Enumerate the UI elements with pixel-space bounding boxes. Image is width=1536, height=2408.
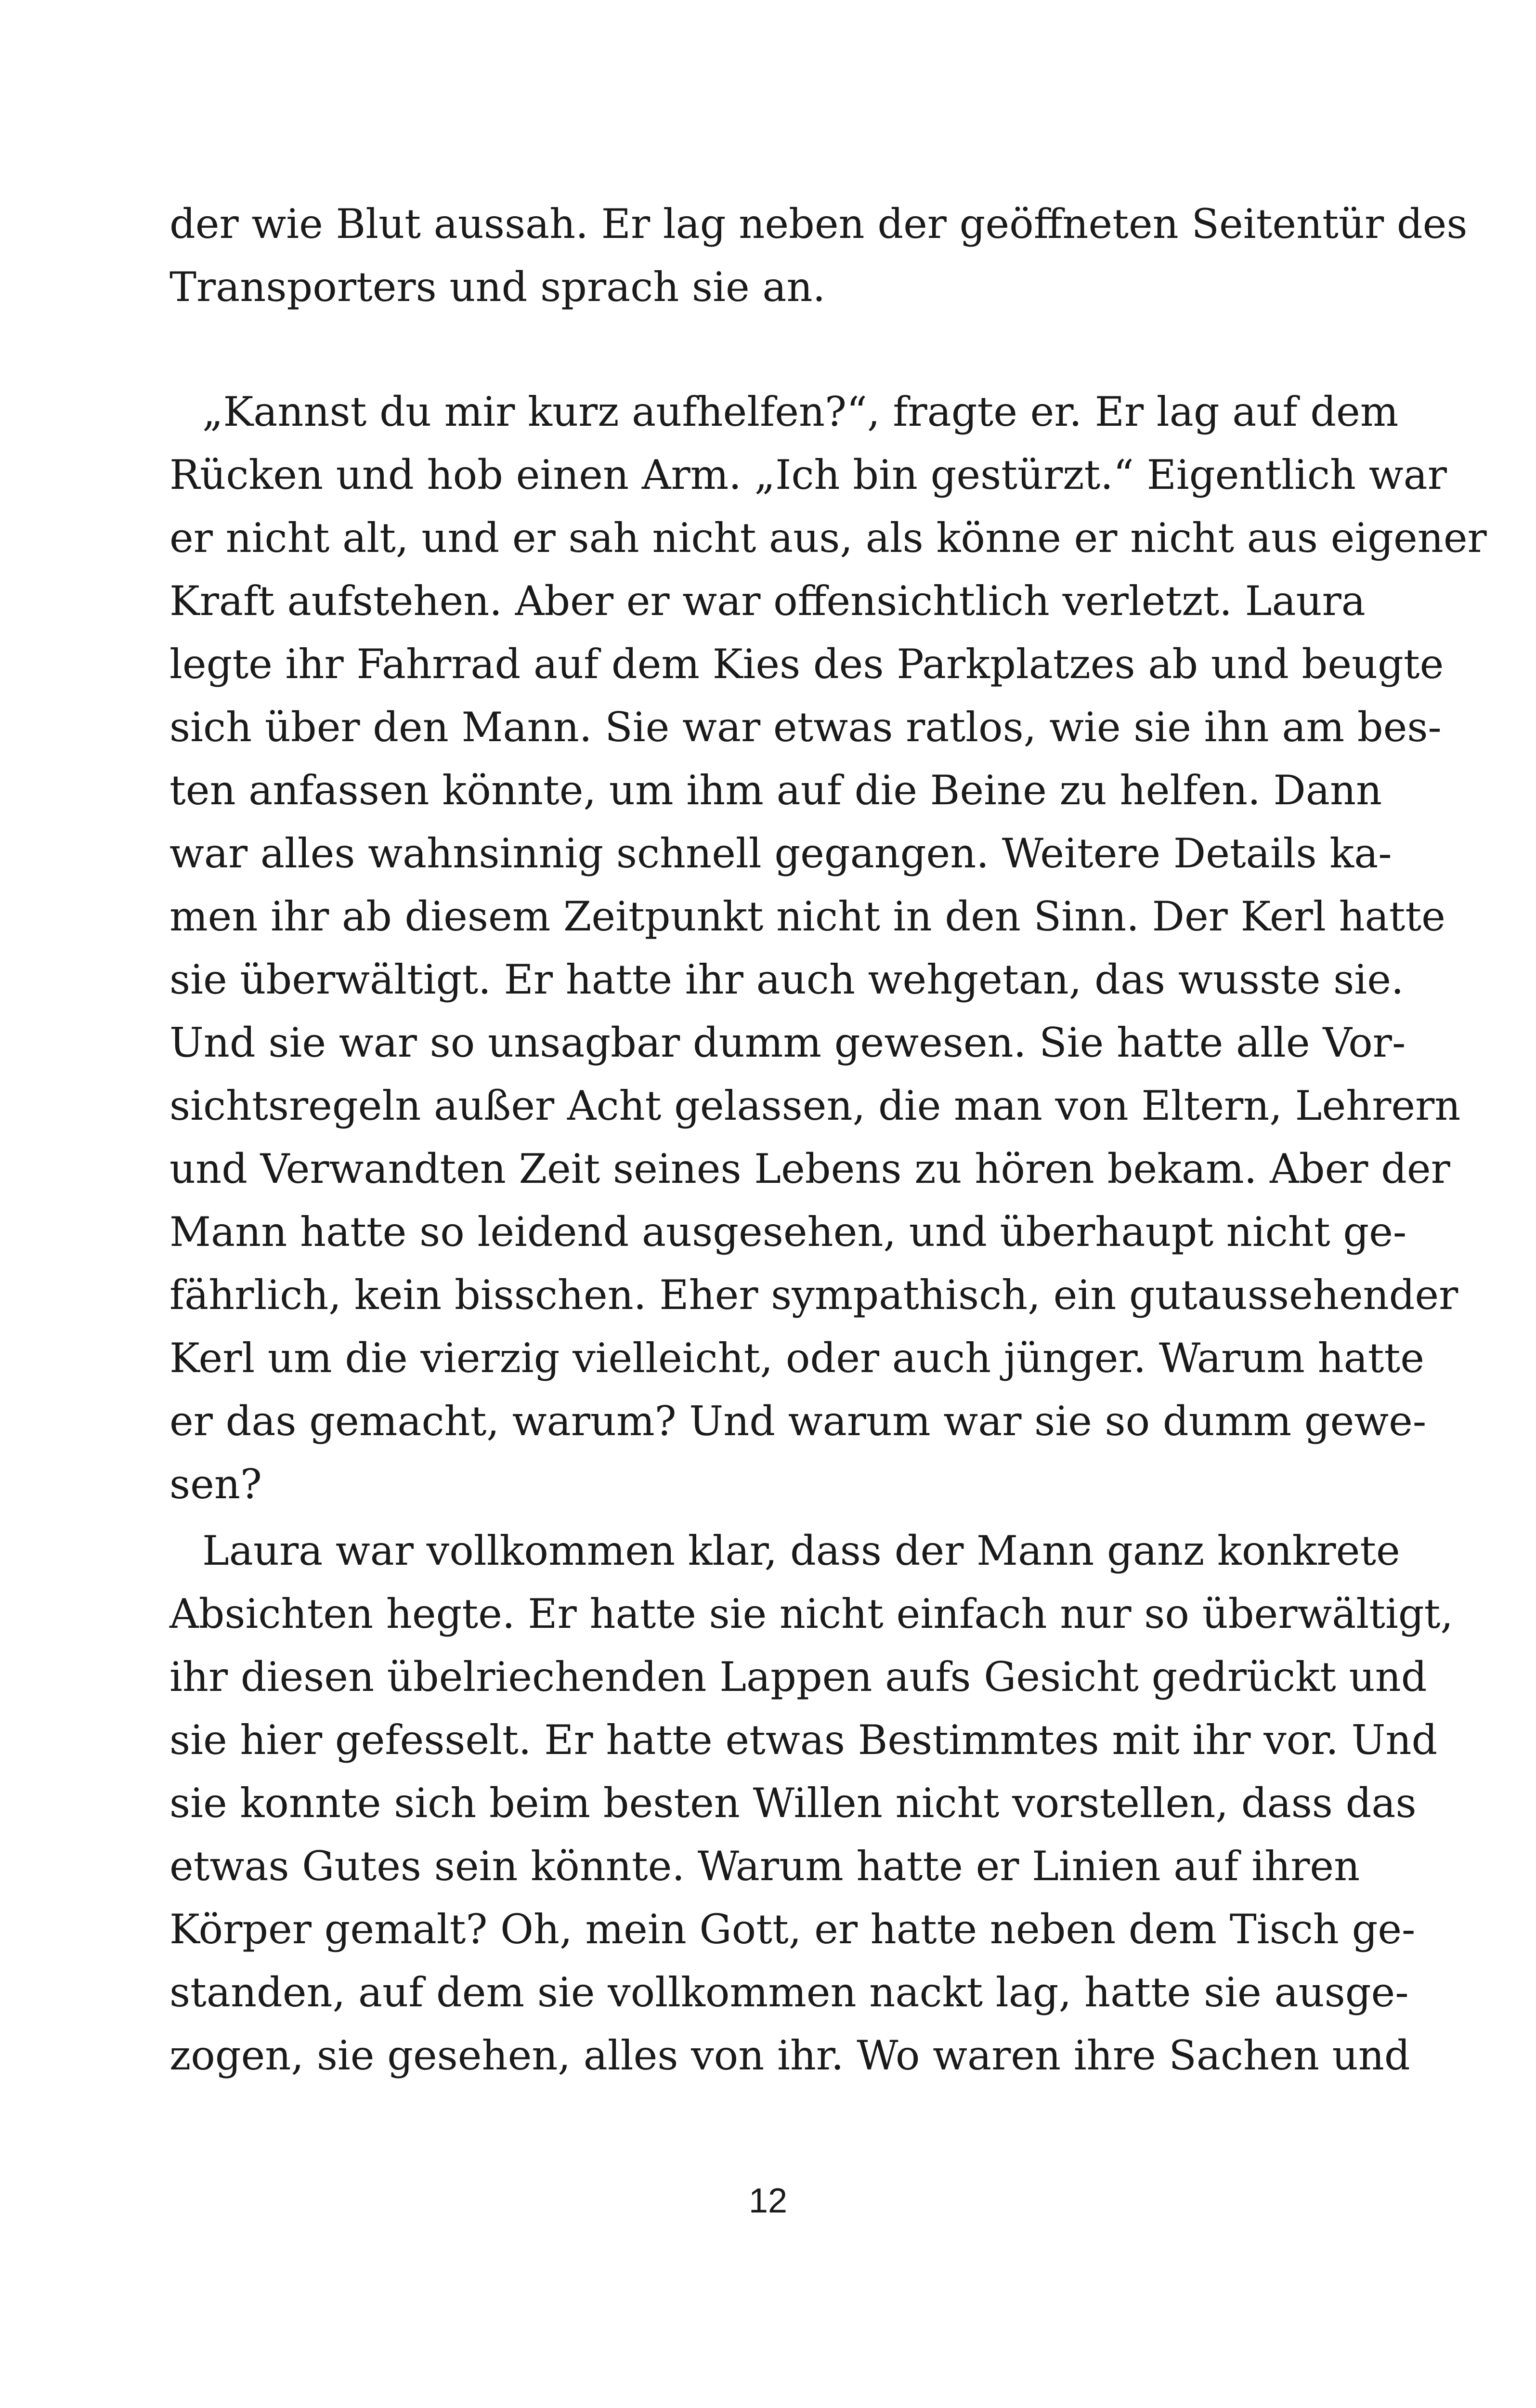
text-line: er das gemacht, warum? Und warum war sie so dumm gewe-	[169, 1398, 1427, 1445]
text-line: sen?	[169, 1461, 262, 1508]
text-line: Kraft aufstehen. Aber er war offensichtlich verletzt. Laura	[169, 577, 1366, 625]
paragraph-1	[169, 193, 1468, 319]
text-line: ihr diesen übelriechenden Lappen aufs Gesicht gedrückt und	[169, 1653, 1427, 1701]
text-line: sie überwältigt. Er hatte ihr auch wehgetan, das wusste sie.	[169, 956, 1404, 1003]
text-line: Rücken und hob einen Arm. „Ich bin gestürzt.“ Eigentlich war	[169, 451, 1447, 498]
text-line: war alles wahnsinnig schnell gegangen. Weitere Details ka-	[169, 830, 1392, 877]
text-line: Kerl um die vierzig vielleicht, oder auch jünger. Warum hatte	[169, 1335, 1424, 1382]
text-line: Absichten hegte. Er hatte sie nicht einfach nur so überwältigt,	[169, 1590, 1454, 1637]
text-line: der wie Blut aussah. Er lag neben der geöffneten Seitentür des	[169, 200, 1468, 248]
text-line: fährlich, kein bisschen. Eher sympathisch, ein gutaussehender	[169, 1271, 1458, 1319]
text-line: sie konnte sich beim besten Willen nicht vorstellen, dass das	[169, 1780, 1417, 1827]
text-line: sie hier gefesselt. Er hatte etwas Bestimmtes mit ihr vor. Und	[169, 1716, 1438, 1764]
paragraph-3	[169, 1519, 1454, 2087]
text-line: Und sie war so unsagbar dumm gewesen. Sie hatte alle Vor-	[169, 1019, 1406, 1066]
text-line: Mann hatte so leidend ausgesehen, und überhaupt nicht ge-	[169, 1208, 1407, 1256]
page-number: 12	[748, 2182, 788, 2220]
text-line: und Verwandten Zeit seines Lebens zu hören bekam. Aber der	[169, 1145, 1450, 1192]
text-line: er nicht alt, und er sah nicht aus, als könne er nicht aus eigener	[169, 514, 1487, 562]
text-line: „Kannst du mir kurz aufhelfen?“, fragte er. Er lag auf dem	[202, 388, 1399, 435]
text-line: zogen, sie gesehen, alles von ihr. Wo waren ihre Sachen und	[169, 2032, 1410, 2079]
text-line: Transporters und sprach sie an.	[169, 263, 826, 311]
paragraph-2	[169, 380, 1487, 1516]
text-line: Körper gemalt? Oh, mein Gott, er hatte neben dem Tisch ge-	[169, 1906, 1416, 1953]
text-line: sich über den Mann. Sie war etwas ratlos, wie sie ihn am bes-	[169, 704, 1442, 751]
text-line: Laura war vollkommen klar, dass der Mann ganz konkrete	[202, 1527, 1400, 1574]
text-line: standen, auf dem sie vollkommen nackt lag, hatte sie ausge-	[169, 1969, 1409, 2016]
text-line: ten anfassen könnte, um ihm auf die Beine zu helfen. Dann	[169, 767, 1382, 814]
text-line: men ihr ab diesem Zeitpunkt nicht in den Sinn. Der Kerl hatte	[169, 893, 1445, 940]
text-line: legte ihr Fahrrad auf dem Kies des Parkplatzes ab und beugte	[169, 641, 1444, 688]
text-line: sichtsregeln außer Acht gelassen, die man von Eltern, Lehrern	[169, 1082, 1461, 1129]
text-line: etwas Gutes sein könnte. Warum hatte er Linien auf ihren	[169, 1843, 1360, 1890]
